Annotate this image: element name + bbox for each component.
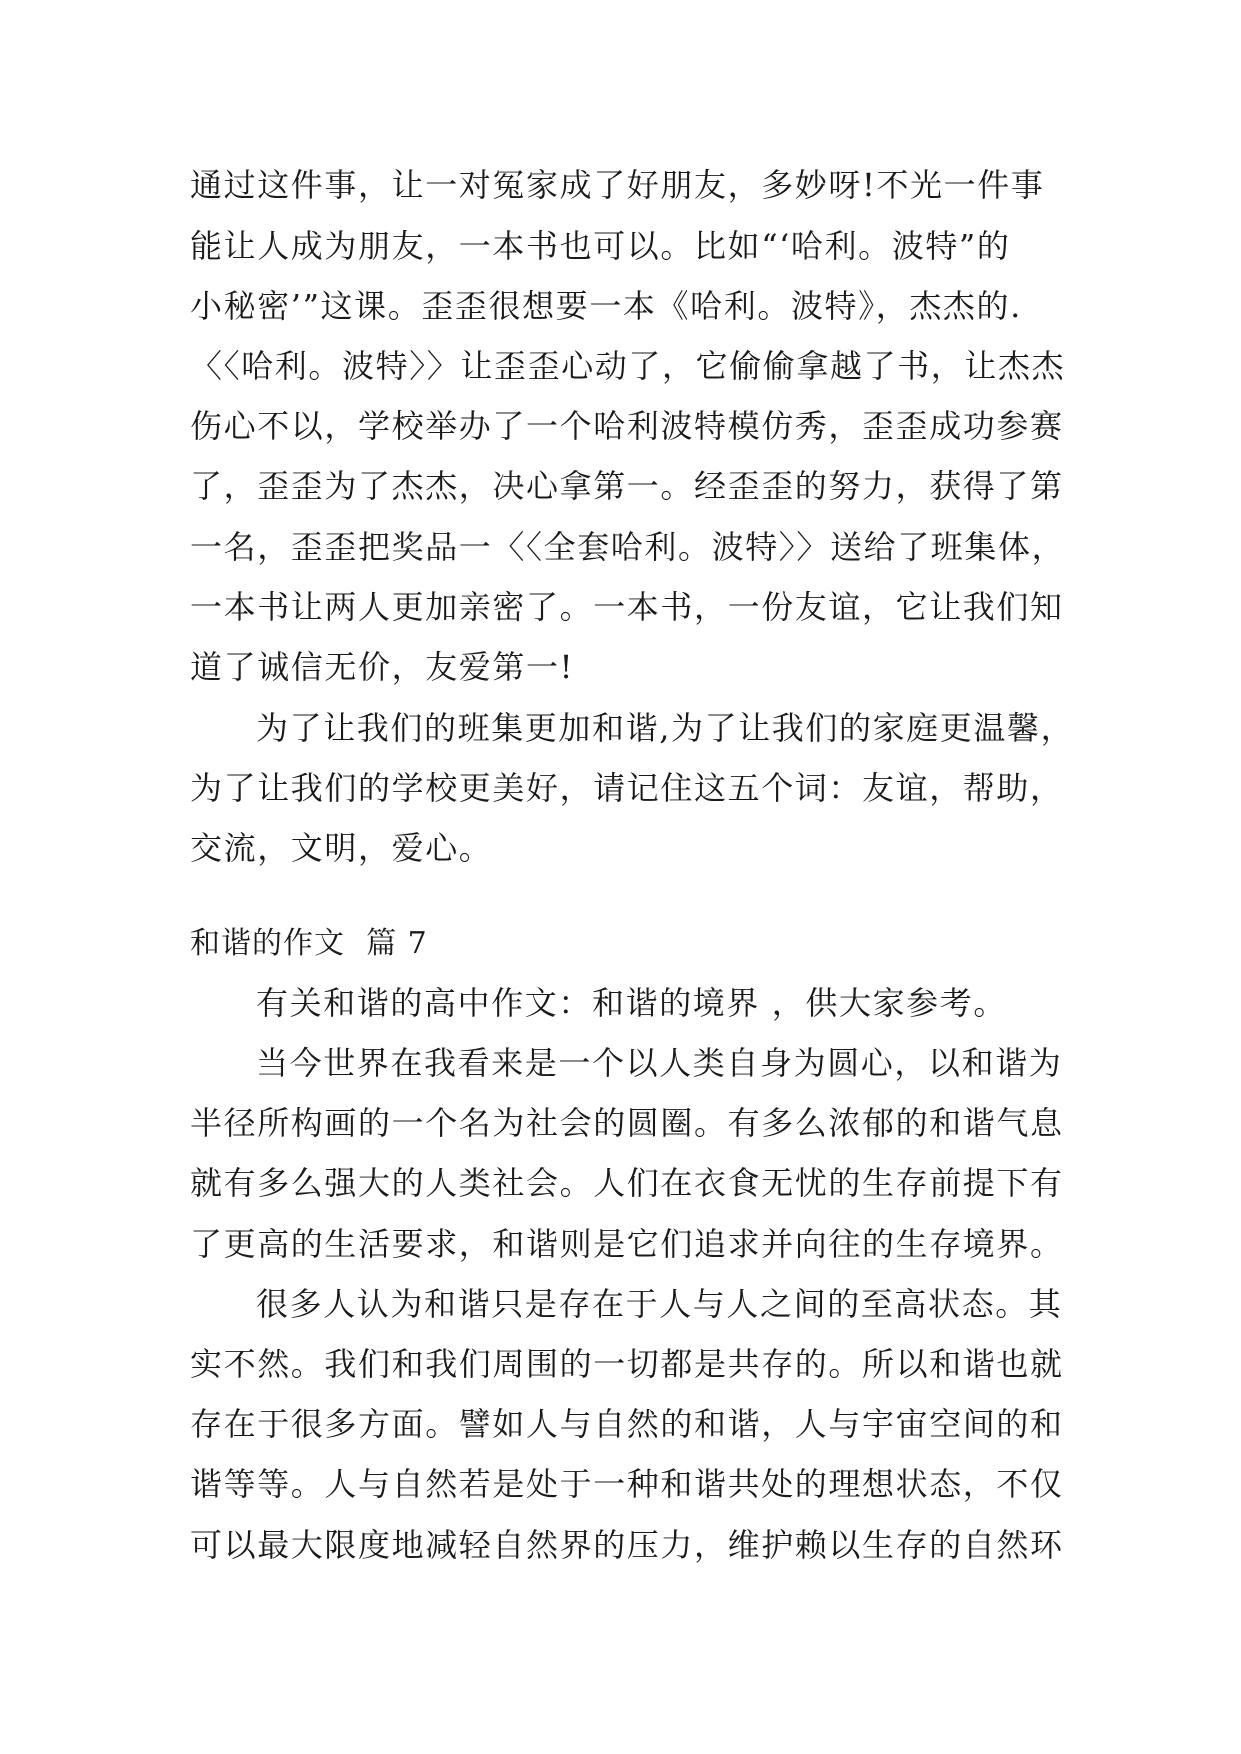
text-line: 实不然。我们和我们周围的一切都是共存的。所以和谐也就	[190, 1345, 1064, 1383]
text-line: 伤心不以，学校举办了一个哈利波特模仿秀，歪歪成功参赛	[190, 407, 1064, 445]
text-line: 道了诚信无价，友爱第一!	[190, 648, 575, 686]
text-line: 一本书让两人更加亲密了。一本书，一份友谊，它让我们知	[190, 588, 1064, 626]
text-line: 存在于很多方面。譬如人与自然的和谐，人与宇宙空间的和	[190, 1405, 1064, 1443]
text-line: 了，歪歪为了杰杰，决心拿第一。经歪歪的努力，获得了第	[190, 467, 1064, 505]
section-intro: 有关和谐的高中作文：和谐的境界 ，供大家参考。	[256, 984, 1007, 1022]
text-line: 当今世界在我看来是一个以人类自身为圆心，以和谐为	[256, 1044, 1063, 1082]
text-line: 半径所构画的一个名为社会的圆圈。有多么浓郁的和谐气息	[190, 1104, 1064, 1142]
text-line: 为了让我们的班集更加和谐,为了让我们的家庭更温馨，	[256, 709, 1075, 747]
section-heading: 和谐的作文 篇 7	[190, 926, 428, 961]
text-line: 交流，文明，爱心。	[190, 829, 493, 867]
text-line: 很多人认为和谐只是存在于人与人之间的至高状态。其	[256, 1285, 1063, 1323]
text-line: 小秘密’”这课。歪歪很想要一本《哈利。波特》，杰杰的.	[190, 287, 1022, 325]
text-line: 就有多么强大的人类社会。人们在衣食无忧的生存前提下有	[190, 1164, 1064, 1202]
text-line: 能让人成为朋友，一本书也可以。比如“‘哈利。波特”的	[190, 227, 1011, 265]
text-line: 了更高的生活要求，和谐则是它们追求并向往的生存境界。	[190, 1225, 1064, 1263]
text-line: 可以最大限度地减轻自然界的压力，维护赖以生存的自然环	[190, 1526, 1064, 1564]
text-line: 〈〈哈利。波特〉〉让歪歪心动了，它偷偷拿越了书，让杰杰	[190, 347, 1066, 385]
text-line: 通过这件事，让一对冤家成了好朋友，多妙呀!不光一件事	[190, 166, 1045, 204]
text-line: 谐等等。人与自然若是处于一种和谐共处的理想状态，不仅	[190, 1465, 1064, 1503]
text-line: 为了让我们的学校更美好，请记住这五个词：友谊，帮助，	[190, 769, 1064, 807]
text-line: 一名，歪歪把奖品一〈〈全套哈利。波特〉〉送给了班集体，	[190, 528, 1066, 566]
